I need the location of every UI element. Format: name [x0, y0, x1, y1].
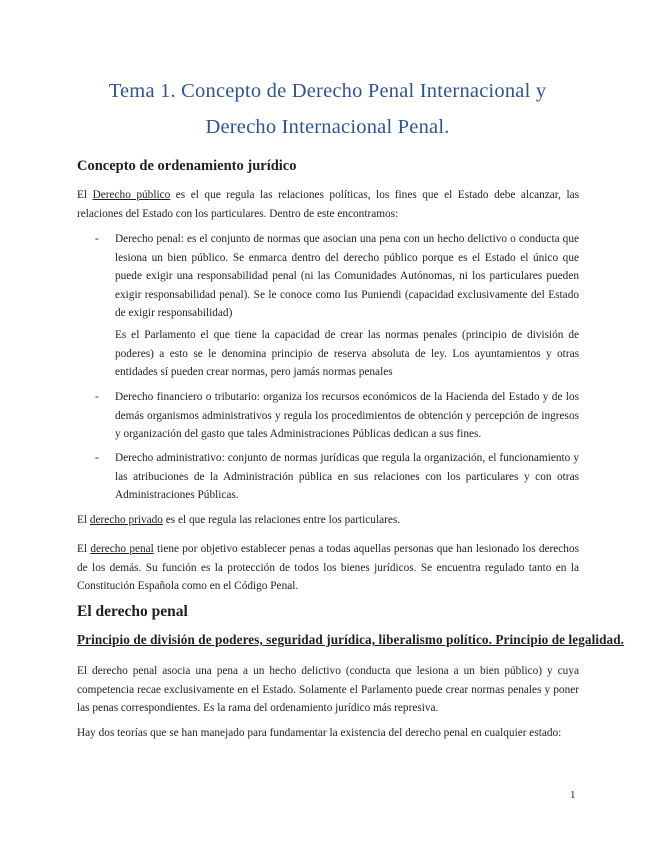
- section-heading-ordenamiento: Concepto de ordenamiento jurídico: [77, 158, 297, 174]
- bullet-dash-1: -: [95, 233, 99, 245]
- bullet-parlamento-note: Es el Parlamento el que tiene la capacidad de crear las normas penales (principio de división de poderes) a esto se le denomina principio de reserva absoluta de ley. Los ayuntamientos y otras entidades sí pueden crear normas, pero jamás normas penales: [115, 329, 579, 379]
- bullet-derecho-financiero: Derecho financiero o tributario: organiza los recursos económicos de la Hacienda del Estado y de los demás organismos administrativos y regula los procedimientos de obtención y percepción de ingresos y organización del gasto que tales Administraciones Públicas dedican a sus fines.: [115, 391, 579, 441]
- subheading-principios: Principio de división de poderes, seguridad jurídica, liberalismo político. Principio de legalidad.: [77, 632, 625, 647]
- teorias-paragraph: Hay dos teorías que se han manejado para fundamentar la existencia del derecho penal en cualquier estado:: [77, 727, 562, 739]
- bullet-dash-3: -: [95, 452, 99, 464]
- penal-pre: El: [77, 543, 91, 555]
- document-title-line-2: Derecho Internacional Penal.: [205, 116, 450, 138]
- bullet-derecho-administrativo: Derecho administrativo: conjunto de normas jurídicas que regula la organización, el funcionamiento y las atribuciones de la Administración pública en sus relaciones con los particulares y con otras Administraciones Públicas.: [115, 452, 579, 502]
- penal-post: tiene por objetivo establecer penas a todas aquellas personas que han lesionado los derechos de los demás. Su función es la protección de todos los bienes jurídicos. Se encuentra regulado tanto en la Constitución Española como en el Código Penal.: [77, 543, 579, 593]
- section-heading-derecho-penal: El derecho penal: [77, 603, 188, 620]
- intro-paragraph: [77, 186, 579, 223]
- penal-law-paragraph: [77, 540, 579, 596]
- intro-pre: El: [77, 189, 93, 201]
- derecho-privado-link: derecho privado: [89, 514, 163, 526]
- private-pre: El: [77, 514, 90, 526]
- derecho-publico-link: Derecho público: [92, 189, 171, 201]
- intro-post: es el que regula las relaciones políticas, los fines que el Estado debe alcanzar, las relaciones del Estado con los particulares. Dentro de este encontramos:: [77, 189, 580, 220]
- bullet-derecho-penal: Derecho penal: es el conjunto de normas que asocian una pena con un hecho delictivo o conducta que lesiona un bien público. Se enmarca dentro del derecho público porque es el Estado el único que puede exigir una responsabilidad penal (ni las Comunidades Autónomas, ni los particulares pueden exigir responsabilidad penal). Se le conoce como Ius Puniendi (capacidad exclusivamente del Estado de exigir responsabilidad): [115, 233, 579, 320]
- derecho-penal-link: derecho penal: [90, 543, 154, 555]
- document-title-line-1: Tema 1. Concepto de Derecho Penal Internacional y: [108, 80, 547, 102]
- derecho-penal-paragraph: El derecho penal asocia una pena a un hecho delictivo (conducta que lesiona a un bien público) y cuya competencia recae exclusivamente en el Estado. Solamente el Parlamento puede crear normas penales y poner las penas correspondientes. Es la rama del ordenamiento jurídico más represiva.: [77, 665, 579, 715]
- bullet-dash-2: -: [95, 391, 99, 403]
- private-law-paragraph: [77, 511, 579, 530]
- private-post: es el que regula las relaciones entre los particulares.: [162, 514, 401, 526]
- page-number: 1: [570, 789, 576, 801]
